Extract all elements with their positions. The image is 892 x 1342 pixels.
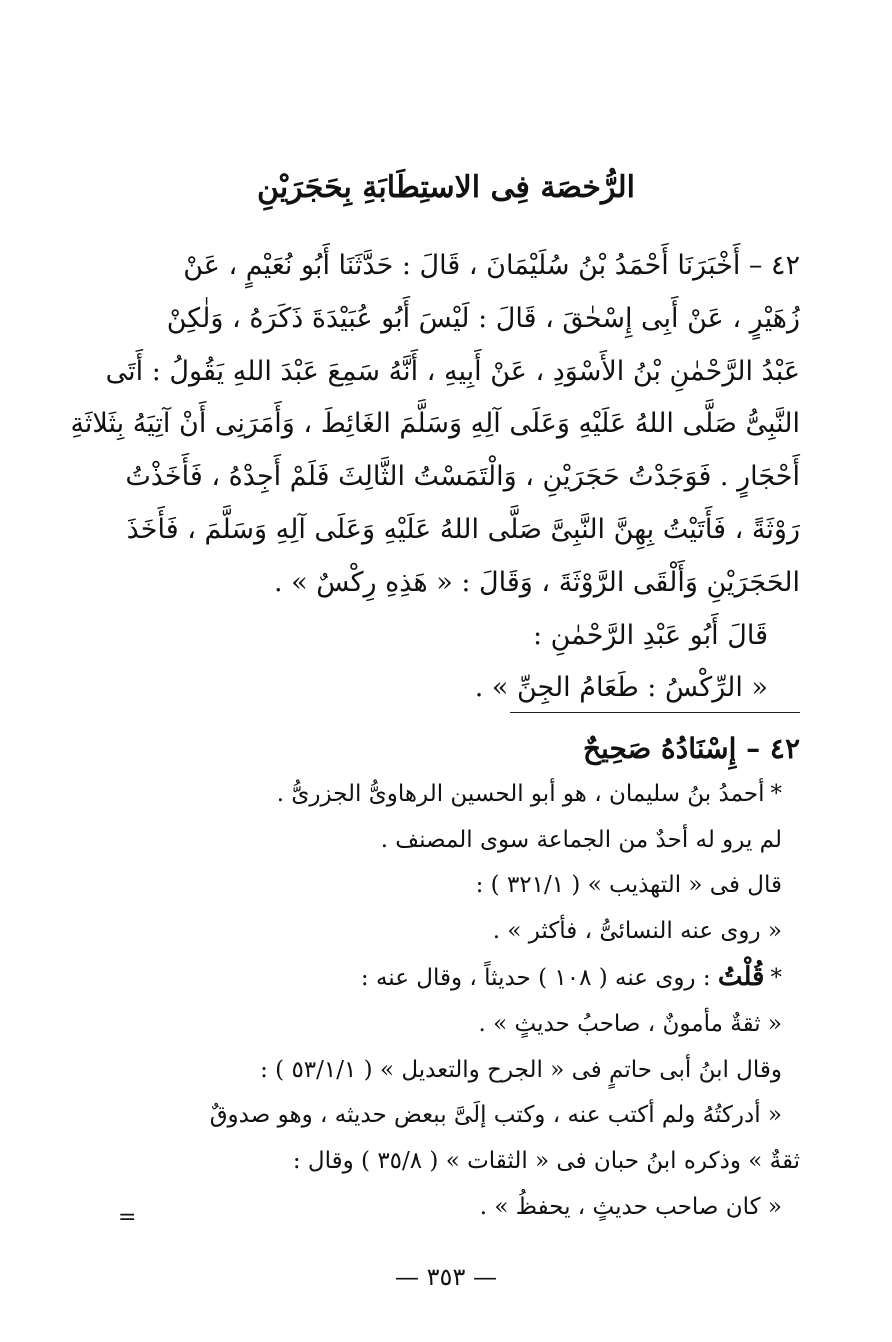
notes-line: « أدركتُهُ ولم أكتب عنه ، وكتب إلَىَّ ببعض حديثه ، وهو صدوقٌ [209,1102,782,1129]
hadith-line: الحَجَرَيْنِ وَأَلْقَى الرَّوْثَةَ ، وَقَالَ : « هَذِهِ رِكْسٌ » . [273,566,800,598]
notes-line: « كان صاحب حديثٍ ، يحفظُ » . [479,1193,782,1220]
hadith-line: أَحْجَارٍ . فَوَجَدْتُ حَجَرَيْنِ ، وَالْتَمَسْتُ الثَّالِثَ فَلَمْ أَجِدْهُ ، فَأَخَذْتُ [125,461,800,493]
page-number: — ٣٥٣ — [395,1263,497,1291]
hadith-line: رَوْثَةً ، فَأَتَيْتُ بِهِنَّ النَّبِىَّ صَلَّى اللهُ عَلَيْهِ وَعَلَى آلِهِ وَسَلَّمَ ، فَأَخَذَ [126,513,800,545]
hadith-text [70,240,800,715]
hadith-line: زُهَيْرٍ ، عَنْ أَبِى إِسْحٰقَ ، قَالَ : لَيْسَ أَبُو عُبَيْدَةَ ذَكَرَهُ ، وَلٰكِنْ [166,302,800,334]
star-bullet: * [770,964,782,991]
isnad-notes [80,726,800,1231]
notes-line: « ثقةٌ مأمونٌ ، صاحبُ حديثٍ » . [478,1010,782,1037]
hadith-line: ٤٢ – أَخْبَرَنَا أَحْمَدُ بْنُ سُلَيْمَانَ ، قَالَ : حَدَّثَنَا أَبُو نُعَيْمٍ ، عَنْ [183,250,800,281]
continuation-mark: = [118,1205,137,1230]
hadith-line: النَّبِىُّ صَلَّى اللهُ عَلَيْهِ وَعَلَى آلِهِ وَسَلَّمَ الغَائِطَ ، وَأَمَرَنِى أَنْ آتِيَهُ بِثَلاثَةِ [70,408,800,440]
notes-heading: ٤٢ – إِسْنَادُهُ صَحِيحٌ [582,732,800,765]
hadith-line: عَبْدُ الرَّحْمٰنِ بْنُ الأَسْوَدِ ، عَنْ أَبِيهِ ، أَنَّهُ سَمِعَ عَبْدَ اللهِ يَقُولُ : أَتَى [105,355,800,387]
notes-line: وقال ابنُ أبى حاتمٍ فى « الجرح والتعديل » ( ٥٣/١/١ ) : [260,1056,782,1083]
notes-line [80,772,800,818]
author-commentary-line: « الرِّكْسُ : طَعَامُ الجِنِّ » . [474,672,768,704]
notes-line: لم يرو له أحدٌ من الجماعة سوى المصنف . [380,826,782,853]
notes-line: قال فى « التهذيب » ( ٣٢١/١ ) : [475,872,782,899]
qultu-label: قُلْتُ [717,961,765,992]
footnote-separator [510,712,800,713]
notes-line: ثقةٌ » وذكره ابنُ حبان فى « الثقات » ( ٣٥/٨ ) وقال : [292,1148,800,1175]
notes-line: « روى عنه النسائىُّ ، فأكثر » . [492,918,782,945]
author-commentary-line: قَالَ أَبُو عَبْدِ الرَّحْمٰنِ : [532,619,768,651]
notes-line-text: : روى عنه ( ١٠٨ ) حديثاً ، وقال عنه : [360,964,711,991]
notes-line [80,955,800,1002]
star-bullet: * [770,780,782,807]
notes-line-text: أحمدُ بنُ سليمان ، هو أبو الحسين الرهاوىُّ الجزرىُّ . [276,780,765,807]
chapter-title: الرُّخصَة فِى الاستِطَابَةِ بِحَجَرَيْنِ [257,170,635,205]
